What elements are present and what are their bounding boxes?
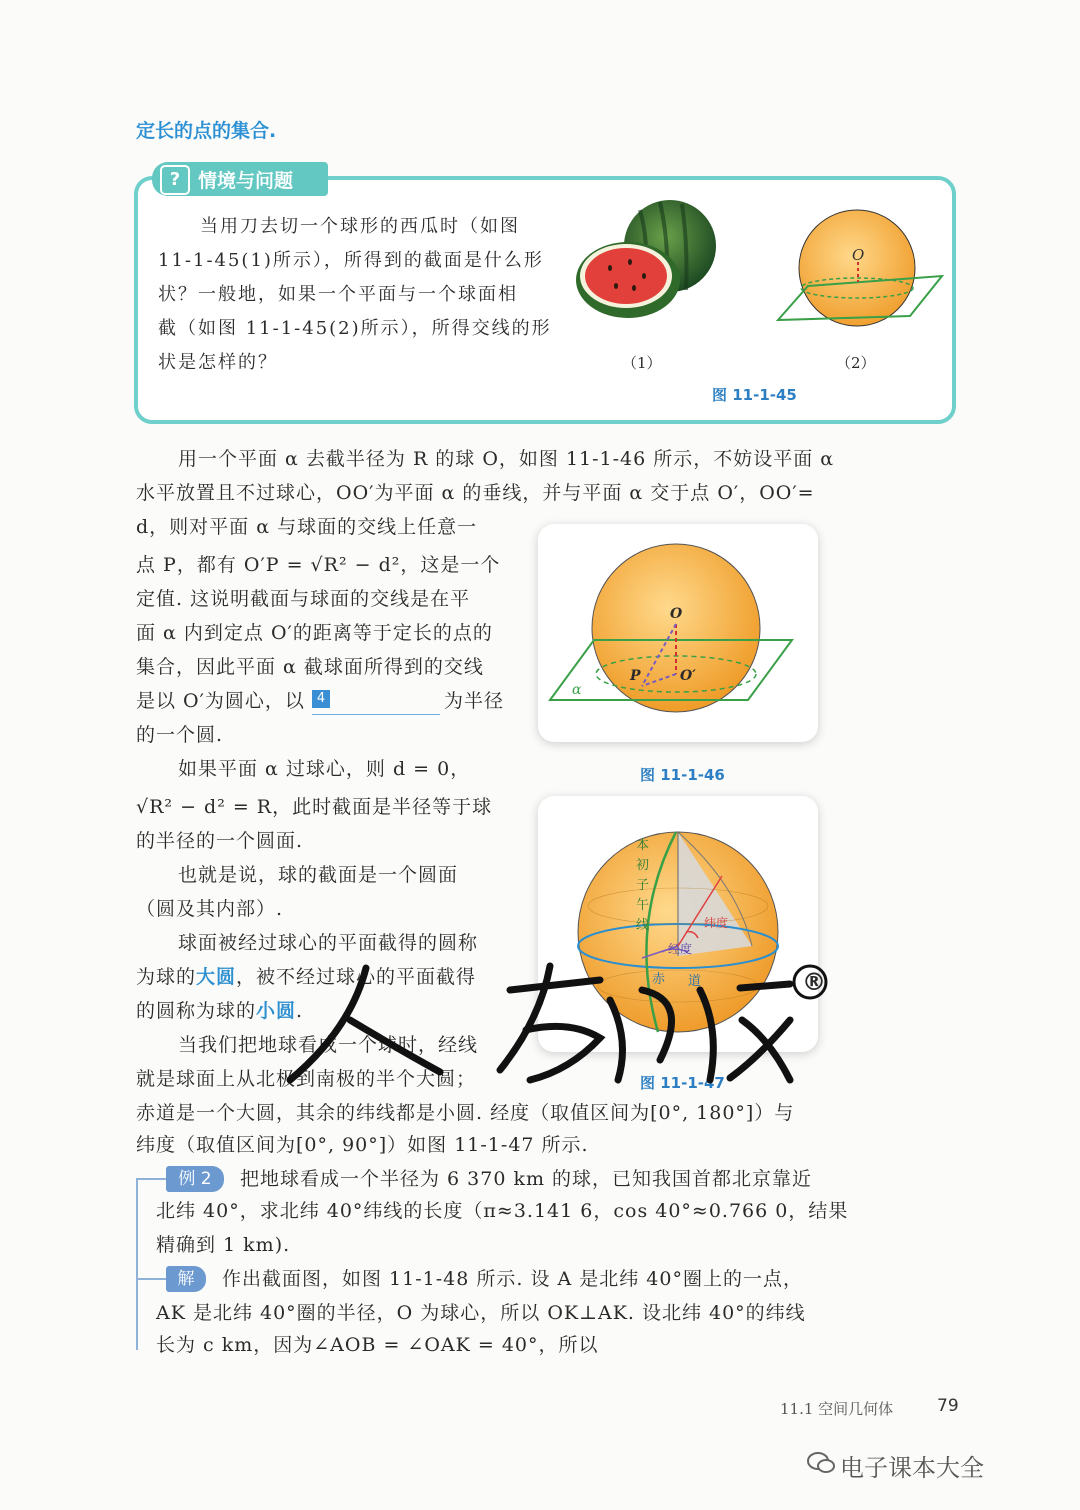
sphere-section-figure [538,524,818,742]
solution-line: 长为 c km，因为∠AOB = ∠OAK = 40°，所以 [156,1334,599,1356]
paragraph-line: 集合，因此平面 α 截球面所得到的交线 [136,656,484,678]
paragraph-line: 水平放置且不过球心，OO′为平面 α 的垂线，并与平面 α 交于点 O′，OO′= [136,482,815,504]
figure-11-1-46-card [538,524,818,742]
paragraph-line: 就是球面上从北极到南极的半个大圆； [136,1068,477,1090]
example-line: 精确到 1 km). [156,1234,291,1256]
paragraph-line: （圆及其内部）. [136,898,284,920]
paragraph-line: 赤道是一个大圆，其余的纬线都是小圆. 经度（取值区间为[0°, 180°]）与 [136,1102,795,1124]
meridian-char: 子 [636,878,650,893]
term-great-circle: 大圆 [196,966,237,988]
example-sidebar [136,1178,138,1350]
paragraph-line: 面 α 内到定点 O′的距离等于定长的点的 [136,622,493,644]
prime-meridian-label [636,836,649,936]
wechat-account-name: 电子课本大全 [840,1454,984,1482]
paragraph-line: 纬度（取值区间为[0°, 90°]）如图 11-1-47 所示. [136,1134,589,1156]
watermelon-image [570,190,730,330]
center-o-prime-label: O′ [680,668,696,684]
renjiaoban-watermark [270,960,830,1100]
solution-line: AK 是北纬 40°圈的半径，O 为球心，所以 OK⊥AK. 设北纬 40°的纬线 [156,1302,806,1324]
paragraph-line: √R² − d² = R，此时截面是半径等于球 [136,796,493,818]
example-line: 北纬 40°，求北纬 40°纬线的长度（π≈3.141 6，cos 40°≈0.766 0，结果 [156,1200,849,1222]
paragraph-line: 的一个圆. [136,724,224,746]
solution-rule [136,1278,166,1280]
paragraph-line: 的半径的一个圆面. [136,830,304,852]
paragraph-line: d，则对平面 α 与球面的交线上任意一 [136,516,478,538]
equator-label-1: 赤 [652,972,666,987]
figure-caption: 图 11-1-46 [640,766,725,784]
text-run: ，被不经过球心的平面截得 [236,966,477,988]
center-o-label: O [670,606,683,622]
solution-line: 作出截面图，如图 11-1-48 所示. 设 A 是北纬 40°圈上的一点， [222,1268,803,1290]
scenario-line: 截（如图 11-1-45(2)所示），所得交线的形 [158,318,552,339]
footer-section-title: 11.1 空间几何体 [780,1400,894,1418]
subfigure-2-label: （2） [836,354,876,372]
paragraph-line: 为半径 [444,690,505,712]
example-rule [136,1178,166,1180]
paragraph-line: 点 P，都有 O′P = √R² − d²，这是一个 [136,554,501,576]
scenario-line: 状是怎样的？ [158,352,278,373]
term-small-circle: 小圆 [256,1000,297,1022]
text-run: 为球的 [136,966,197,988]
scenario-line: 当用刀去切一个球形的西瓜时（如图 [200,216,520,237]
paragraph-line: 当我们把地球看成一个球时，经线 [178,1034,479,1056]
solution-tag: 解 [166,1266,206,1292]
example-tag: 例 2 [166,1166,224,1192]
example-line: 把地球看成一个半径为 6 370 km 的球，已知我国首都北京靠近 [240,1168,813,1190]
page-number: 79 [937,1396,959,1416]
scenario-tag [152,162,328,196]
meridian-char: 初 [636,858,650,873]
subfigure-1-label: （1） [622,354,662,372]
scenario-line: 11-1-45(1)所示），所得到的截面是什么形 [158,250,544,271]
paragraph-line: 如果平面 α 过球心，则 d = 0， [178,758,471,780]
registered-mark: ® [802,968,826,996]
latitude-label: 纬度 [704,916,729,930]
question-icon: ? [160,165,190,195]
text-run: . [296,1000,304,1022]
sphere-plane-figure [770,200,950,330]
paragraph-line: 用一个平面 α 去截半径为 R 的球 O，如图 11-1-46 所示，不妨设平面 α [178,448,835,470]
meridian-char: 线 [636,918,650,933]
section-heading: 定长的点的集合. [136,120,277,142]
figure-caption: 图 11-1-47 [640,1074,725,1092]
longitude-label: 经度 [668,942,693,956]
scenario-line: 状？一般地，如果一个平面与一个球面相 [158,284,518,305]
text-run: 的圆称为球的 [136,1000,257,1022]
point-p-label: P [630,668,641,684]
blank-number-badge: 4 [312,690,330,708]
paragraph-line: 是以 O′为圆心，以 [136,690,305,712]
point-o-label: O [852,246,865,264]
figure-caption: 图 11-1-45 [712,386,797,404]
wechat-icon [806,1450,836,1476]
meridian-char: 午 [636,898,650,913]
meridian-char: 本 [636,838,650,853]
paragraph-line: 也就是说，球的截面是一个圆面 [178,864,459,886]
paragraph-line: 定值. 这说明截面与球面的交线是在平 [136,588,471,610]
answer-blank[interactable] [312,688,440,715]
paragraph-line: 球面被经过球心的平面截得的圆称 [178,932,479,954]
scenario-title: 情境与问题 [198,170,294,192]
equator-label-2: 道 [688,974,702,989]
plane-alpha-label: α [572,682,582,698]
